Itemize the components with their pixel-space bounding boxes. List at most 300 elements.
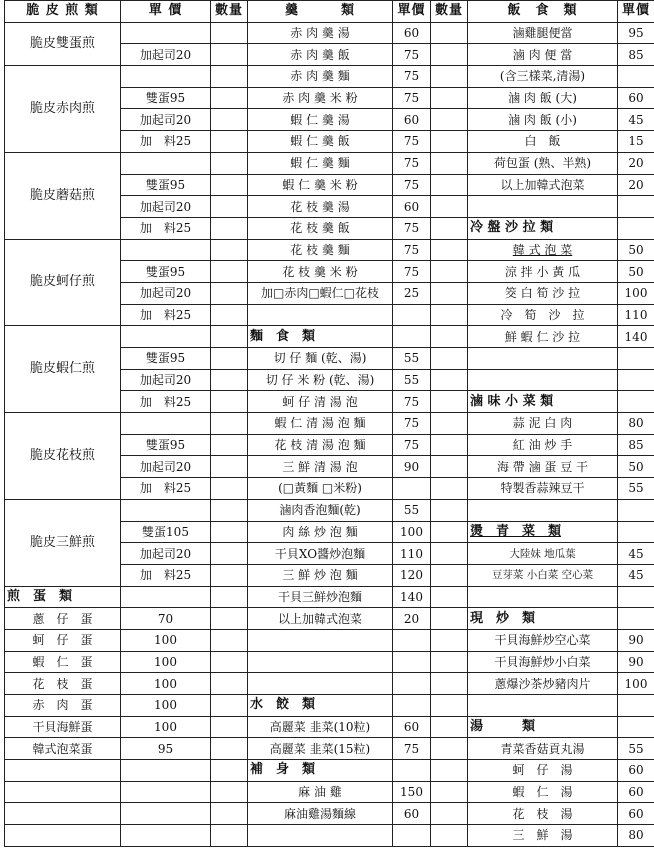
menu-item-name: 赤 肉 羹 飯 <box>248 44 393 66</box>
menu-item-name: 高麗菜 韭菜(15粒) <box>248 738 393 760</box>
menu-item-price: 75 <box>393 738 431 760</box>
empty-cell <box>121 781 211 803</box>
crispy-quantity-cell[interactable] <box>211 521 248 543</box>
menu-item-name: 蝦 仁 羹 飯 <box>248 131 393 153</box>
menu-item-name <box>248 651 393 673</box>
quantity-cell[interactable] <box>431 217 468 239</box>
menu-item-name: 滷肉香泡麵(乾) <box>248 499 393 521</box>
column-header: 單價 <box>618 1 654 23</box>
quantity-cell[interactable] <box>431 44 468 66</box>
quantity-cell[interactable] <box>431 695 468 717</box>
crispy-option-price <box>121 499 211 521</box>
menu-item-price: 75 <box>393 174 431 196</box>
column-header: 飯 食 類 <box>468 1 618 23</box>
menu-item-name: 涼 拌 小 黃 瓜 <box>468 261 618 283</box>
quantity-cell[interactable] <box>431 608 468 630</box>
crispy-option-price: 加起司20 <box>121 543 211 565</box>
egg-item-name: 干貝海鮮蛋 <box>5 716 121 738</box>
menu-item-price: 75 <box>393 87 431 109</box>
menu-item-name: 花 枝 羹 湯 <box>248 196 393 218</box>
empty-cell <box>121 586 211 608</box>
menu-item-name: 湯 類 <box>468 716 618 738</box>
menu-item-name: 以上加韓式泡菜 <box>248 608 393 630</box>
crispy-option-price: 加起司20 <box>121 196 211 218</box>
menu-item-price <box>393 695 431 717</box>
crispy-option-price: 雙蛋95 <box>121 434 211 456</box>
menu-item-price: 100 <box>393 521 431 543</box>
quantity-cell[interactable] <box>431 499 468 521</box>
menu-item-price: 75 <box>393 261 431 283</box>
crispy-quantity-cell[interactable] <box>211 282 248 304</box>
menu-item-price <box>393 326 431 348</box>
menu-item-name: 大陸妹 地瓜葉 <box>468 543 618 565</box>
menu-item-name: 蚵 仔 清 湯 泡 <box>248 391 393 413</box>
menu-item-price: 55 <box>393 499 431 521</box>
menu-item-price <box>618 196 654 218</box>
menu-item-name: 特製香蒜辣豆干 <box>468 478 618 500</box>
menu-item-price: 50 <box>618 456 654 478</box>
menu-item-price: 45 <box>618 109 654 131</box>
menu-item-price <box>618 217 654 239</box>
quantity-cell[interactable] <box>431 152 468 174</box>
menu-item-price: 90 <box>618 629 654 651</box>
menu-item-name: 加□赤肉□蝦仁□花枝 <box>248 282 393 304</box>
quantity-cell[interactable] <box>431 196 468 218</box>
crispy-quantity-cell[interactable] <box>211 543 248 565</box>
menu-item-price: 60 <box>393 803 431 825</box>
crispy-option-price <box>121 413 211 435</box>
quantity-cell[interactable] <box>431 391 468 413</box>
column-header: 脆 皮 煎 類 <box>5 1 121 23</box>
menu-item-price: 75 <box>393 131 431 153</box>
quantity-cell[interactable] <box>431 348 468 370</box>
menu-item-price: 80 <box>618 413 654 435</box>
quantity-cell[interactable] <box>431 174 468 196</box>
menu-item-price: 80 <box>618 825 654 847</box>
menu-item-name <box>468 586 618 608</box>
column-header: 數量 <box>431 1 468 23</box>
column-header: 數量 <box>211 1 248 23</box>
quantity-cell[interactable] <box>431 434 468 456</box>
menu-item-name: 鮮 蝦 仁 沙 拉 <box>468 326 618 348</box>
menu-item-price: 20 <box>618 174 654 196</box>
crispy-option-price: 雙蛋95 <box>121 87 211 109</box>
crispy-option-price <box>121 326 211 348</box>
menu-item-name: 海 帶 滷 蛋 豆 干 <box>468 456 618 478</box>
crispy-quantity-cell[interactable] <box>211 304 248 326</box>
menu-row <box>5 760 654 782</box>
quantity-cell[interactable] <box>431 521 468 543</box>
empty-cell <box>5 825 121 847</box>
menu-item-price <box>618 391 654 413</box>
menu-item-price: 20 <box>618 152 654 174</box>
egg-quantity-cell[interactable] <box>211 738 248 760</box>
menu-item-name: 冷 盤 沙 拉 類 <box>468 217 618 239</box>
crispy-option-price: 雙蛋95 <box>121 174 211 196</box>
crispy-item-name: 脆皮花枝煎 <box>5 413 121 500</box>
menu-row <box>5 738 654 760</box>
menu-item-name <box>248 304 393 326</box>
crispy-item-name: 脆皮蘑菇煎 <box>5 152 121 239</box>
crispy-quantity-cell[interactable] <box>211 196 248 218</box>
egg-item-price: 100 <box>121 629 211 651</box>
menu-item-price <box>393 651 431 673</box>
menu-item-price: 55 <box>393 348 431 370</box>
crispy-item-name: 脆皮雙蛋煎 <box>5 22 121 65</box>
empty-cell <box>211 803 248 825</box>
menu-item-name: 蝦 仁 羹 麵 <box>248 152 393 174</box>
menu-item-name: 麵 食 類 <box>248 326 393 348</box>
quantity-cell[interactable] <box>431 66 468 88</box>
menu-item-price: 15 <box>618 131 654 153</box>
quantity-cell[interactable] <box>431 22 468 44</box>
menu-row <box>5 781 654 803</box>
menu-item-price: 140 <box>618 326 654 348</box>
crispy-quantity-cell[interactable] <box>211 564 248 586</box>
menu-item-price: 85 <box>618 434 654 456</box>
menu-item-name: 蝦 仁 湯 <box>468 781 618 803</box>
quantity-cell[interactable] <box>431 738 468 760</box>
crispy-quantity-cell[interactable] <box>211 217 248 239</box>
menu-item-name: 麻 油 雞 <box>248 781 393 803</box>
egg-item-price: 100 <box>121 716 211 738</box>
menu-item-name: 干貝海鮮炒空心菜 <box>468 629 618 651</box>
quantity-cell[interactable] <box>431 478 468 500</box>
menu-item-price: 60 <box>393 716 431 738</box>
menu-item-name: 肉 絲 炒 泡 麵 <box>248 521 393 543</box>
menu-item-price <box>393 629 431 651</box>
menu-item-name: 豆芽菜 小白菜 空心菜 <box>468 564 618 586</box>
menu-row <box>5 66 654 88</box>
menu-item-name: 筊 白 筍 沙 拉 <box>468 282 618 304</box>
empty-cell <box>5 760 121 782</box>
quantity-cell[interactable] <box>431 282 468 304</box>
menu-row <box>5 499 654 521</box>
egg-quantity-cell[interactable] <box>211 651 248 673</box>
menu-item-price: 60 <box>393 196 431 218</box>
crispy-item-name: 脆皮三鮮煎 <box>5 499 121 586</box>
menu-item-price: 50 <box>618 261 654 283</box>
menu-item-name: 紅 油 炒 手 <box>468 434 618 456</box>
crispy-quantity-cell[interactable] <box>211 391 248 413</box>
menu-item-price <box>393 478 431 500</box>
menu-item-price <box>618 369 654 391</box>
egg-quantity-cell[interactable] <box>211 673 248 695</box>
menu-item-name: 荷包蛋 (熟、半熟) <box>468 152 618 174</box>
menu-item-price: 100 <box>618 673 654 695</box>
menu-item-price: 150 <box>393 781 431 803</box>
quantity-cell[interactable] <box>431 760 468 782</box>
menu-item-price: 55 <box>618 738 654 760</box>
menu-item-price: 95 <box>618 22 654 44</box>
menu-item-price: 60 <box>618 781 654 803</box>
quantity-cell[interactable] <box>431 326 468 348</box>
menu-item-price: 55 <box>618 478 654 500</box>
egg-quantity-cell[interactable] <box>211 716 248 738</box>
crispy-quantity-cell[interactable] <box>211 326 248 348</box>
crispy-quantity-cell[interactable] <box>211 131 248 153</box>
menu-row <box>5 629 654 651</box>
quantity-cell[interactable] <box>431 651 468 673</box>
egg-item-price: 100 <box>121 651 211 673</box>
menu-row <box>5 22 654 44</box>
menu-item-price: 60 <box>618 87 654 109</box>
empty-cell <box>121 760 211 782</box>
quantity-cell[interactable] <box>431 456 468 478</box>
menu-order-sheet <box>4 0 654 847</box>
menu-item-name: 蔥爆沙茶炒豬肉片 <box>468 673 618 695</box>
quantity-cell[interactable] <box>431 304 468 326</box>
crispy-item-name: 脆皮蚵仔煎 <box>5 239 121 326</box>
column-header: 單 價 <box>121 1 211 23</box>
menu-item-name: 滷 味 小 菜 類 <box>468 391 618 413</box>
menu-row <box>5 825 654 847</box>
menu-item-name: 三 鮮 清 湯 泡 <box>248 456 393 478</box>
quantity-cell[interactable] <box>431 87 468 109</box>
menu-row <box>5 695 654 717</box>
menu-item-price <box>618 499 654 521</box>
quantity-cell[interactable] <box>431 413 468 435</box>
empty-cell <box>121 803 211 825</box>
crispy-item-name: 脆皮赤肉煎 <box>5 66 121 153</box>
menu-item-name: (□黃麵 □米粉) <box>248 478 393 500</box>
crispy-quantity-cell[interactable] <box>211 44 248 66</box>
menu-row <box>5 413 654 435</box>
menu-item-name: 赤 肉 羹 米 粉 <box>248 87 393 109</box>
egg-item-name: 花 枝 蛋 <box>5 673 121 695</box>
menu-item-price <box>618 586 654 608</box>
menu-item-price: 85 <box>618 44 654 66</box>
crispy-quantity-cell[interactable] <box>211 413 248 435</box>
menu-item-name: 干貝XO醬炒泡麵 <box>248 543 393 565</box>
menu-item-price: 110 <box>393 543 431 565</box>
menu-row <box>5 803 654 825</box>
crispy-quantity-cell[interactable] <box>211 152 248 174</box>
crispy-quantity-cell[interactable] <box>211 499 248 521</box>
menu-item-price <box>618 716 654 738</box>
egg-item-price: 100 <box>121 673 211 695</box>
menu-item-name: 三 鮮 炒 泡 麵 <box>248 564 393 586</box>
menu-item-name <box>248 673 393 695</box>
menu-item-price: 75 <box>393 152 431 174</box>
menu-item-name: 麻油雞湯麵線 <box>248 803 393 825</box>
egg-item-name: 蝦 仁 蛋 <box>5 651 121 673</box>
quantity-cell[interactable] <box>431 261 468 283</box>
menu-item-name: 現 炒 類 <box>468 608 618 630</box>
menu-item-price: 60 <box>393 22 431 44</box>
menu-row <box>5 673 654 695</box>
menu-item-name: 干貝海鮮炒小白菜 <box>468 651 618 673</box>
crispy-option-price: 雙蛋95 <box>121 348 211 370</box>
crispy-quantity-cell[interactable] <box>211 87 248 109</box>
menu-item-name: 高麗菜 韭菜(10粒) <box>248 716 393 738</box>
quantity-cell[interactable] <box>431 239 468 261</box>
quantity-cell[interactable] <box>431 131 468 153</box>
menu-item-price: 75 <box>393 239 431 261</box>
quantity-cell[interactable] <box>431 825 468 847</box>
crispy-quantity-cell[interactable] <box>211 369 248 391</box>
menu-item-price: 50 <box>618 239 654 261</box>
crispy-option-price: 加 料25 <box>121 564 211 586</box>
quantity-cell[interactable] <box>431 781 468 803</box>
column-header: 單價 <box>393 1 431 23</box>
crispy-option-price: 加起司20 <box>121 369 211 391</box>
menu-item-price: 110 <box>618 304 654 326</box>
menu-item-price: 55 <box>393 369 431 391</box>
quantity-cell[interactable] <box>431 564 468 586</box>
crispy-option-price <box>121 152 211 174</box>
egg-item-name: 韓式泡菜蛋 <box>5 738 121 760</box>
crispy-option-price <box>121 66 211 88</box>
menu-item-name: 冷 筍 沙 拉 <box>468 304 618 326</box>
menu-item-name: 花 枝 羹 米 粉 <box>248 261 393 283</box>
menu-item-name: 燙 青 菜 類 <box>468 521 618 543</box>
crispy-quantity-cell[interactable] <box>211 261 248 283</box>
menu-item-name: 蝦 仁 清 湯 泡 麵 <box>248 413 393 435</box>
crispy-quantity-cell[interactable] <box>211 434 248 456</box>
crispy-quantity-cell[interactable] <box>211 478 248 500</box>
quantity-cell[interactable] <box>431 109 468 131</box>
menu-item-name <box>248 825 393 847</box>
empty-cell <box>211 760 248 782</box>
empty-cell <box>5 803 121 825</box>
quantity-cell[interactable] <box>431 543 468 565</box>
empty-cell <box>5 781 121 803</box>
menu-item-price: 75 <box>393 434 431 456</box>
menu-item-name: 水 餃 類 <box>248 695 393 717</box>
quantity-cell[interactable] <box>431 369 468 391</box>
menu-row <box>5 152 654 174</box>
menu-item-price: 75 <box>393 66 431 88</box>
menu-item-name: 滷 肉 便 當 <box>468 44 618 66</box>
crispy-quantity-cell[interactable] <box>211 109 248 131</box>
crispy-option-price: 加起司20 <box>121 44 211 66</box>
menu-item-name: 蝦 仁 羹 湯 <box>248 109 393 131</box>
crispy-quantity-cell[interactable] <box>211 22 248 44</box>
column-header: 羹 類 <box>248 1 393 23</box>
menu-item-price: 90 <box>393 456 431 478</box>
crispy-option-price: 加 料25 <box>121 304 211 326</box>
crispy-option-price: 雙蛋95 <box>121 261 211 283</box>
crispy-option-price: 加 料25 <box>121 391 211 413</box>
menu-item-name <box>248 629 393 651</box>
menu-item-price <box>393 673 431 695</box>
menu-item-name: 切 仔 米 粉 (乾、湯) <box>248 369 393 391</box>
crispy-quantity-cell[interactable] <box>211 348 248 370</box>
menu-item-price: 100 <box>618 282 654 304</box>
menu-item-price: 75 <box>393 391 431 413</box>
crispy-option-price: 加起司20 <box>121 109 211 131</box>
menu-item-price: 140 <box>393 586 431 608</box>
menu-item-name: 花 枝 湯 <box>468 803 618 825</box>
menu-item-price: 60 <box>618 760 654 782</box>
menu-item-name: 赤 肉 羹 麵 <box>248 66 393 88</box>
quantity-cell[interactable] <box>431 716 468 738</box>
egg-item-price: 95 <box>121 738 211 760</box>
crispy-option-price: 加 料25 <box>121 478 211 500</box>
quantity-cell[interactable] <box>431 629 468 651</box>
menu-item-name: 韓 式 泡 菜 <box>468 239 618 261</box>
crispy-option-price <box>121 239 211 261</box>
menu-item-price: 60 <box>618 803 654 825</box>
menu-item-name: 花 枝 羹 飯 <box>248 217 393 239</box>
quantity-cell[interactable] <box>431 586 468 608</box>
egg-item-price: 70 <box>121 608 211 630</box>
eggs-section-title: 煎 蛋 類 <box>5 586 121 608</box>
menu-item-price <box>618 695 654 717</box>
menu-item-price: 45 <box>618 543 654 565</box>
crispy-quantity-cell[interactable] <box>211 239 248 261</box>
menu-row <box>5 239 654 261</box>
egg-quantity-cell[interactable] <box>211 629 248 651</box>
menu-item-price <box>393 825 431 847</box>
menu-item-name: 補 身 類 <box>248 760 393 782</box>
crispy-quantity-cell[interactable] <box>211 456 248 478</box>
crispy-option-price <box>121 22 211 44</box>
menu-item-price: 60 <box>393 109 431 131</box>
menu-item-name: 以上加韓式泡菜 <box>468 174 618 196</box>
menu-item-price: 75 <box>393 217 431 239</box>
menu-item-price <box>618 66 654 88</box>
crispy-option-price: 加起司20 <box>121 456 211 478</box>
menu-item-name: 干貝三鮮炒泡麵 <box>248 586 393 608</box>
menu-row <box>5 326 654 348</box>
menu-item-name: 蝦 仁 羹 米 粉 <box>248 174 393 196</box>
menu-item-price: 25 <box>393 282 431 304</box>
menu-item-name: 滷 肉 飯 (小) <box>468 109 618 131</box>
menu-item-price <box>393 760 431 782</box>
crispy-item-name: 脆皮蝦仁煎 <box>5 326 121 413</box>
menu-item-name <box>468 348 618 370</box>
empty-cell <box>211 586 248 608</box>
empty-cell <box>121 825 211 847</box>
menu-item-price <box>618 608 654 630</box>
crispy-option-price: 加起司20 <box>121 282 211 304</box>
crispy-quantity-cell[interactable] <box>211 66 248 88</box>
menu-item-name: (含三樣菜,清湯) <box>468 66 618 88</box>
egg-item-name: 蚵 仔 蛋 <box>5 629 121 651</box>
egg-quantity-cell[interactable] <box>211 608 248 630</box>
quantity-cell[interactable] <box>431 803 468 825</box>
menu-item-name: 蚵 仔 湯 <box>468 760 618 782</box>
menu-item-price: 75 <box>393 44 431 66</box>
menu-item-name: 花 枝 羹 麵 <box>248 239 393 261</box>
menu-item-name: 滷雞腿便當 <box>468 22 618 44</box>
menu-row <box>5 586 654 608</box>
menu-item-price: 75 <box>393 413 431 435</box>
menu-row <box>5 651 654 673</box>
crispy-option-price: 加 料25 <box>121 131 211 153</box>
empty-cell <box>211 781 248 803</box>
menu-item-price: 20 <box>393 608 431 630</box>
menu-item-price: 90 <box>618 651 654 673</box>
menu-item-price: 45 <box>618 564 654 586</box>
header-row <box>5 1 654 23</box>
menu-item-name: 花 枝 清 湯 泡 麵 <box>248 434 393 456</box>
menu-item-name: 白 飯 <box>468 131 618 153</box>
crispy-quantity-cell[interactable] <box>211 174 248 196</box>
menu-item-name <box>468 499 618 521</box>
menu-item-name <box>468 369 618 391</box>
egg-quantity-cell[interactable] <box>211 695 248 717</box>
menu-item-name: 蒜 泥 白 肉 <box>468 413 618 435</box>
quantity-cell[interactable] <box>431 673 468 695</box>
egg-item-price: 100 <box>121 695 211 717</box>
menu-item-name <box>468 196 618 218</box>
menu-item-price <box>618 521 654 543</box>
crispy-option-price: 雙蛋105 <box>121 521 211 543</box>
menu-item-price: 120 <box>393 564 431 586</box>
